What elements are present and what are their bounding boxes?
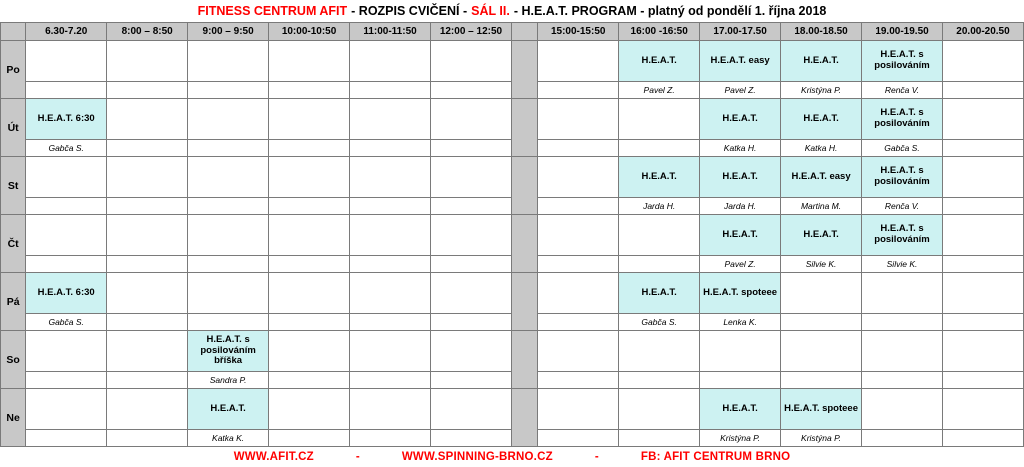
- day-label: Po: [1, 41, 26, 99]
- instructor-cell: Kristýna P.: [700, 430, 781, 447]
- empty-cell: [942, 41, 1023, 82]
- column-header-time: 16:00 -16:50: [619, 23, 700, 41]
- empty-cell: [538, 99, 619, 140]
- empty-cell: [107, 99, 188, 140]
- empty-cell: [862, 314, 943, 331]
- empty-cell: [107, 198, 188, 215]
- footer-links: [0, 447, 1024, 467]
- column-header-time: 15:00-15:50: [538, 23, 619, 41]
- table-row: [1, 273, 1024, 314]
- empty-cell: [942, 273, 1023, 314]
- column-header-time: 11:00-11:50: [350, 23, 431, 41]
- empty-cell: [269, 273, 350, 314]
- empty-cell: [188, 157, 269, 198]
- empty-cell: [619, 140, 700, 157]
- column-header-time: 10:00-10:50: [269, 23, 350, 41]
- empty-cell: [942, 99, 1023, 140]
- empty-cell: [619, 331, 700, 372]
- empty-cell: [350, 82, 431, 99]
- empty-cell: [538, 331, 619, 372]
- table-row: [1, 215, 1024, 256]
- empty-cell: [26, 198, 107, 215]
- empty-cell: [350, 273, 431, 314]
- empty-cell: [350, 430, 431, 447]
- instructor-cell: Katka H.: [781, 140, 862, 157]
- empty-cell: [538, 256, 619, 273]
- table-row: [1, 157, 1024, 198]
- empty-cell: [538, 273, 619, 314]
- empty-cell: [269, 82, 350, 99]
- class-cell[interactable]: H.E.A.T. easy: [700, 41, 781, 82]
- instructor-cell: Gabča S.: [26, 140, 107, 157]
- header-corner-cell: [1, 23, 26, 41]
- class-cell[interactable]: H.E.A.T.: [619, 273, 700, 314]
- gap-column-cell: [511, 157, 537, 215]
- empty-cell: [269, 41, 350, 82]
- empty-cell: [269, 215, 350, 256]
- column-header-time: 17.00-17.50: [700, 23, 781, 41]
- instructor-cell: Jarda H.: [619, 198, 700, 215]
- day-label: St: [1, 157, 26, 215]
- empty-cell: [269, 331, 350, 372]
- footer-separator-1: -: [355, 451, 360, 463]
- empty-cell: [107, 331, 188, 372]
- column-header-time: 6.30-7.20: [26, 23, 107, 41]
- empty-cell: [269, 99, 350, 140]
- empty-cell: [350, 331, 431, 372]
- empty-cell: [350, 198, 431, 215]
- empty-cell: [269, 157, 350, 198]
- empty-cell: [269, 389, 350, 430]
- empty-cell: [430, 273, 511, 314]
- empty-cell: [350, 41, 431, 82]
- empty-cell: [26, 82, 107, 99]
- title-hall: SÁL II.: [471, 4, 510, 18]
- day-label: Pá: [1, 273, 26, 331]
- instructor-cell: Jarda H.: [700, 198, 781, 215]
- class-cell[interactable]: H.E.A.T. 6:30: [26, 99, 107, 140]
- empty-cell: [538, 157, 619, 198]
- table-row: [1, 389, 1024, 430]
- empty-cell: [700, 331, 781, 372]
- empty-cell: [942, 215, 1023, 256]
- schedule-table: [0, 22, 1024, 447]
- footer-link-spinning[interactable]: WWW.SPINNING-BRNO.CZ: [401, 451, 553, 463]
- empty-cell: [350, 372, 431, 389]
- class-cell[interactable]: H.E.A.T.: [619, 157, 700, 198]
- page-title: [0, 0, 1024, 22]
- day-label: So: [1, 331, 26, 389]
- empty-cell: [430, 140, 511, 157]
- empty-cell: [430, 372, 511, 389]
- empty-cell: [269, 372, 350, 389]
- empty-cell: [781, 314, 862, 331]
- class-cell[interactable]: H.E.A.T.: [619, 41, 700, 82]
- instructor-cell: Katka H.: [700, 140, 781, 157]
- empty-cell: [269, 256, 350, 273]
- day-label: Ne: [1, 389, 26, 447]
- empty-cell: [538, 372, 619, 389]
- column-header-time: 12:00 – 12:50: [430, 23, 511, 41]
- empty-cell: [619, 215, 700, 256]
- empty-cell: [430, 331, 511, 372]
- empty-cell: [188, 140, 269, 157]
- empty-cell: [430, 157, 511, 198]
- empty-cell: [107, 389, 188, 430]
- empty-cell: [269, 140, 350, 157]
- empty-cell: [350, 256, 431, 273]
- instructor-cell: Silvie K.: [862, 256, 943, 273]
- empty-cell: [188, 198, 269, 215]
- empty-cell: [430, 389, 511, 430]
- empty-cell: [538, 41, 619, 82]
- instructor-cell: Renča V.: [862, 198, 943, 215]
- empty-cell: [107, 82, 188, 99]
- empty-cell: [862, 372, 943, 389]
- empty-cell: [188, 41, 269, 82]
- empty-cell: [107, 140, 188, 157]
- empty-cell: [350, 157, 431, 198]
- class-cell[interactable]: H.E.A.T. s posilováním: [862, 157, 943, 198]
- class-cell[interactable]: H.E.A.T. s posilováním bříška: [188, 331, 269, 372]
- empty-cell: [942, 389, 1023, 430]
- column-header-time: 19.00-19.50: [862, 23, 943, 41]
- instructor-cell: Gabča S.: [26, 314, 107, 331]
- empty-cell: [942, 256, 1023, 273]
- column-header-time: 18.00-18.50: [781, 23, 862, 41]
- empty-cell: [781, 372, 862, 389]
- empty-cell: [538, 314, 619, 331]
- empty-cell: [269, 430, 350, 447]
- empty-cell: [538, 198, 619, 215]
- footer-separator-2: -: [594, 451, 599, 463]
- class-cell[interactable]: H.E.A.T.: [700, 389, 781, 430]
- empty-cell: [26, 372, 107, 389]
- empty-cell: [942, 372, 1023, 389]
- instructor-cell: Pavel Z.: [619, 82, 700, 99]
- class-cell[interactable]: H.E.A.T. s posilováním: [862, 215, 943, 256]
- title-rest: - ROZPIS CVIČENÍ -: [351, 4, 468, 18]
- class-cell[interactable]: H.E.A.T. spoteee: [781, 389, 862, 430]
- class-cell[interactable]: H.E.A.T. s posilováním: [862, 41, 943, 82]
- instructor-cell: Kristýna P.: [781, 82, 862, 99]
- empty-cell: [942, 430, 1023, 447]
- footer-link-afit[interactable]: WWW.AFIT.CZ: [233, 451, 314, 463]
- empty-cell: [26, 157, 107, 198]
- empty-cell: [538, 215, 619, 256]
- class-cell[interactable]: H.E.A.T.: [781, 99, 862, 140]
- empty-cell: [700, 372, 781, 389]
- empty-cell: [350, 314, 431, 331]
- empty-cell: [619, 372, 700, 389]
- empty-cell: [862, 430, 943, 447]
- empty-cell: [107, 273, 188, 314]
- empty-cell: [26, 331, 107, 372]
- empty-cell: [430, 215, 511, 256]
- day-label: Út: [1, 99, 26, 157]
- empty-cell: [619, 389, 700, 430]
- empty-cell: [188, 273, 269, 314]
- empty-cell: [538, 140, 619, 157]
- table-row: [1, 331, 1024, 372]
- column-header-time: 9:00 – 9:50: [188, 23, 269, 41]
- gap-column-cell: [511, 273, 537, 331]
- header-gap-cell: [511, 23, 537, 41]
- class-cell[interactable]: H.E.A.T.: [188, 389, 269, 430]
- empty-cell: [430, 82, 511, 99]
- empty-cell: [942, 157, 1023, 198]
- empty-cell: [107, 215, 188, 256]
- empty-cell: [107, 430, 188, 447]
- instructor-cell: Silvie K.: [781, 256, 862, 273]
- day-label: Čt: [1, 215, 26, 273]
- empty-cell: [107, 372, 188, 389]
- empty-cell: [538, 389, 619, 430]
- empty-cell: [188, 314, 269, 331]
- title-rest2: - H.E.A.T. PROGRAM - platný od pondělí 1. října 2018: [513, 4, 827, 18]
- empty-cell: [350, 215, 431, 256]
- empty-cell: [619, 430, 700, 447]
- gap-column-cell: [511, 41, 537, 99]
- empty-cell: [188, 215, 269, 256]
- instructor-cell: Pavel Z.: [700, 82, 781, 99]
- empty-cell: [942, 331, 1023, 372]
- empty-cell: [107, 157, 188, 198]
- column-header-time: 20.00-20.50: [942, 23, 1023, 41]
- class-cell[interactable]: H.E.A.T.: [781, 41, 862, 82]
- empty-cell: [942, 140, 1023, 157]
- class-cell[interactable]: H.E.A.T.: [700, 215, 781, 256]
- empty-cell: [188, 82, 269, 99]
- instructor-cell: Katka K.: [188, 430, 269, 447]
- empty-cell: [430, 256, 511, 273]
- instructor-cell: Renča V.: [862, 82, 943, 99]
- empty-cell: [26, 389, 107, 430]
- table-header-row: [1, 23, 1024, 41]
- empty-cell: [107, 41, 188, 82]
- empty-cell: [430, 430, 511, 447]
- table-row: [1, 99, 1024, 140]
- instructor-cell: Lenka K.: [700, 314, 781, 331]
- empty-cell: [350, 140, 431, 157]
- empty-cell: [942, 198, 1023, 215]
- class-cell[interactable]: H.E.A.T. 6:30: [26, 273, 107, 314]
- empty-cell: [430, 41, 511, 82]
- instructor-cell: Gabča S.: [619, 314, 700, 331]
- empty-cell: [538, 430, 619, 447]
- gap-column-cell: [511, 99, 537, 157]
- empty-cell: [188, 99, 269, 140]
- column-header-time: 8:00 – 8:50: [107, 23, 188, 41]
- empty-cell: [781, 273, 862, 314]
- class-cell[interactable]: H.E.A.T. easy: [781, 157, 862, 198]
- class-cell[interactable]: H.E.A.T.: [781, 215, 862, 256]
- class-cell[interactable]: H.E.A.T.: [700, 157, 781, 198]
- instructor-cell: Kristýna P.: [781, 430, 862, 447]
- empty-cell: [619, 99, 700, 140]
- empty-cell: [188, 256, 269, 273]
- instructor-cell: Martina M.: [781, 198, 862, 215]
- instructor-cell: Gabča S.: [862, 140, 943, 157]
- gap-column-cell: [511, 215, 537, 273]
- empty-cell: [430, 99, 511, 140]
- instructor-cell: Pavel Z.: [700, 256, 781, 273]
- empty-cell: [350, 389, 431, 430]
- empty-cell: [430, 198, 511, 215]
- empty-cell: [350, 99, 431, 140]
- empty-cell: [619, 256, 700, 273]
- class-cell[interactable]: H.E.A.T.: [700, 99, 781, 140]
- table-row: [1, 41, 1024, 82]
- class-cell[interactable]: H.E.A.T. spoteee: [700, 273, 781, 314]
- empty-cell: [107, 256, 188, 273]
- empty-cell: [107, 314, 188, 331]
- gap-column-cell: [511, 389, 537, 447]
- empty-cell: [26, 256, 107, 273]
- empty-cell: [781, 331, 862, 372]
- empty-cell: [942, 314, 1023, 331]
- gap-column-cell: [511, 331, 537, 389]
- empty-cell: [26, 430, 107, 447]
- empty-cell: [538, 82, 619, 99]
- title-brand: FITNESS CENTRUM AFIT: [197, 4, 348, 18]
- empty-cell: [269, 198, 350, 215]
- empty-cell: [26, 215, 107, 256]
- empty-cell: [862, 331, 943, 372]
- empty-cell: [430, 314, 511, 331]
- empty-cell: [26, 41, 107, 82]
- empty-cell: [942, 82, 1023, 99]
- instructor-cell: Sandra P.: [188, 372, 269, 389]
- empty-cell: [269, 314, 350, 331]
- footer-link-facebook[interactable]: FB: AFIT CENTRUM BRNO: [640, 451, 791, 463]
- class-cell[interactable]: H.E.A.T. s posilováním: [862, 99, 943, 140]
- empty-cell: [862, 273, 943, 314]
- empty-cell: [862, 389, 943, 430]
